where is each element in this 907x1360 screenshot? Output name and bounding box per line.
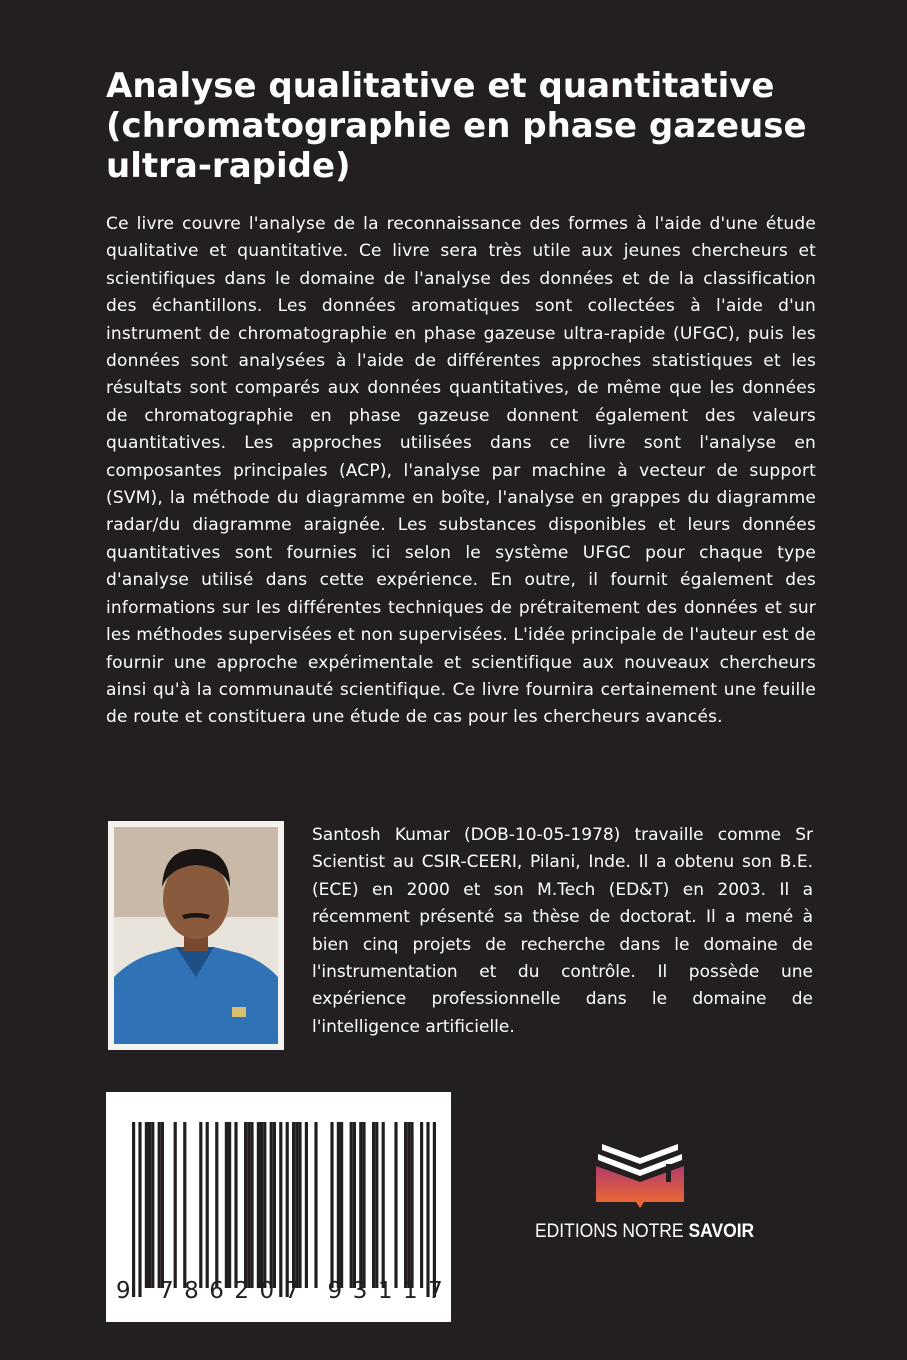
barcode-bar [215, 1122, 218, 1288]
barcode-bar [359, 1122, 362, 1288]
barcode-bar [199, 1122, 202, 1288]
barcode-bar [433, 1122, 436, 1297]
barcode-bar [148, 1122, 151, 1288]
barcode-bar [247, 1122, 250, 1288]
barcode-bar [382, 1122, 385, 1288]
barcode-bar [295, 1122, 298, 1288]
barcode-bar [314, 1122, 317, 1288]
publisher-name [535, 1221, 754, 1243]
barcode-bar [263, 1122, 266, 1288]
barcode-bar [132, 1122, 135, 1297]
publisher-name-part1: EDITIONS NOTRE [535, 1221, 689, 1242]
barcode-bar [286, 1122, 289, 1297]
barcode-bar [362, 1122, 365, 1288]
barcode-bar [151, 1122, 154, 1288]
barcode-bar [206, 1122, 209, 1288]
barcode-bar [250, 1122, 253, 1288]
barcode-bar [372, 1122, 375, 1288]
barcode-bar [407, 1122, 410, 1288]
author-portrait-image [114, 827, 278, 1044]
book-description: Ce livre couvre l'analyse de la reconnaissance des formes à l'aide d'une étude qualitative et quantitative. Ce livre sera très utile aux jeunes chercheurs et scientifiques dans le domaine de l'analyse des données et de la classification des échantillons. Les données aromatiques sont collectées à l'aide d'un instrument de chromatographie en phase gazeuse ultra-rapide (UFGC), puis les données sont analysées à l'aide de différentes approches statistiques et les résultats sont comparés aux données quantitatives, de même que les données de chromatographie en phase gazeuse donnent également des valeurs quantitatives. Les approches utilisées dans ce livre sont l'analyse en composantes principales (ACP), l'analyse par machine à vecteur de support (SVM), la méthode du diagramme en boîte, l'analyse en grappes du diagramme radar/du diagramme araignée. Les substances disponibles et leurs données quantitatives sont fournies ici selon le système UFGC pour chaque type d'analyse utilisé dans cette expérience. En outre, il fournit également des informations sur les différentes techniques de prétraitement des données et sur les méthodes supervisées et non supervisées. L'idée principale de l'auteur est de fournir une approche expérimentale et scientifique aux nouveaux chercheurs ainsi qu'à la communauté scientifique. Ce livre fournira certainement une feuille de route et constituera une étude de cas pour les chercheurs avancés. [106, 214, 816, 728]
barcode-bar [350, 1122, 353, 1288]
barcode-bar [337, 1122, 340, 1288]
barcode-bar [375, 1122, 378, 1288]
barcode-bar [228, 1122, 231, 1288]
book-title: Analyse qualitative et quantitative (chromatographie en phase gazeuse ultra-rapide) [106, 66, 807, 186]
isbn-barcode [106, 1092, 479, 1322]
barcode-bar [305, 1122, 308, 1288]
author-bio: Santosh Kumar (DOB-10-05-1978) travaille comme Sr Scientist au CSIR-CEERI, Pilani, Inde. Il a obtenu son B.E.(ECE) en 2000 et son M.Tech (ED&T) en 2003. Il a récemment présenté sa thèse de doctorat. Il a mené à bien cinq projets de recherche dans le domaine de l'instrumentation et du contrôle. Il possède une expérience professionnelle dans le domaine de l'intelligence artificielle. [312, 825, 813, 1037]
barcode-bar [298, 1122, 301, 1288]
barcode-bar [257, 1122, 260, 1288]
barcode-bar [183, 1122, 186, 1288]
barcode-bar [410, 1122, 413, 1288]
barcode-bar [270, 1122, 273, 1288]
barcode-bar [330, 1122, 333, 1288]
barcode-bar [234, 1122, 237, 1288]
barcode-bar [353, 1122, 356, 1288]
barcode-bar [161, 1122, 164, 1288]
barcode-bar [279, 1122, 282, 1297]
barcode-bar [292, 1122, 295, 1288]
barcode-bar [394, 1122, 397, 1288]
barcode-bar [420, 1122, 423, 1288]
barcode-bar [138, 1122, 141, 1297]
barcode-bar [244, 1122, 247, 1288]
barcode-bar [260, 1122, 263, 1288]
barcode-bar [174, 1122, 177, 1288]
publisher-logo-icon [590, 1140, 690, 1216]
barcode-bar [426, 1122, 429, 1297]
barcode-bar [145, 1122, 148, 1288]
author-photo [108, 821, 284, 1050]
isbn-number: 9 786207 931170 [116, 1278, 479, 1304]
barcode-bar [404, 1122, 407, 1288]
publisher-name-part2: SAVOIR [688, 1221, 755, 1242]
barcode-bar [273, 1122, 276, 1288]
barcode-bar [225, 1122, 228, 1288]
barcode-bar [158, 1122, 161, 1288]
barcode-bar [340, 1122, 343, 1288]
